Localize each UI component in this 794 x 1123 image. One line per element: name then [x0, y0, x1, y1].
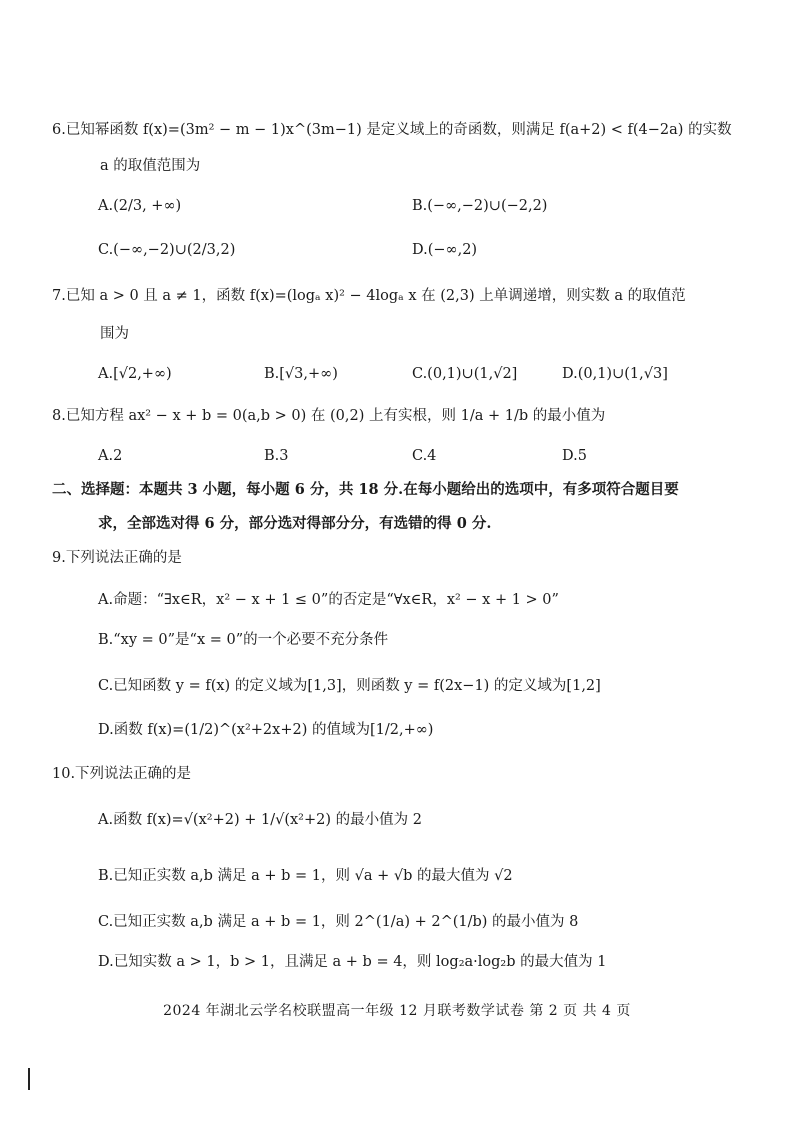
q8-stem: 8.已知方程 ax² − x + b = 0(a,b > 0) 在 (0,2) 上有实根，则 1/a + 1/b 的最小值为: [52, 408, 606, 424]
q9-stem: 9.下列说法正确的是: [52, 550, 182, 566]
q10-option-b: B.已知正实数 a,b 满足 a + b = 1，则 √a + √b 的最大值为 √2: [98, 868, 513, 884]
q9-option-a: A.命题：“∃x∈R，x² − x + 1 ≤ 0”的否定是“∀x∈R，x² − x + 1 > 0”: [98, 592, 559, 608]
page-footer: 2024 年湖北云学名校联盟高一年级 12 月联考数学试卷 第 2 页 共 4 页: [163, 1003, 631, 1019]
q6-option-d: D.(−∞,2): [412, 242, 478, 258]
section2-instructions-line1: 二、选择题：本题共 3 小题，每小题 6 分，共 18 分.在每小题给出的选项中，有多项符合题目要: [52, 481, 679, 498]
q6-option-c: C.(−∞,−2)∪(2/3,2): [98, 242, 236, 258]
q10-option-a: A.函数 f(x)=√(x²+2) + 1/√(x²+2) 的最小值为 2: [98, 812, 422, 828]
q8-option-b: B.3: [264, 448, 289, 464]
q6-option-b: B.(−∞,−2)∪(−2,2): [412, 198, 548, 214]
margin-mark: [28, 1068, 30, 1090]
q6-stem-line2: a 的取值范围为: [100, 158, 201, 174]
q10-option-c: C.已知正实数 a,b 满足 a + b = 1，则 2^(1/a) + 2^(1/b) 的最小值为 8: [98, 914, 579, 930]
q6-option-a: A.(2/3, +∞): [98, 198, 182, 214]
q8-option-c: C.4: [412, 448, 437, 464]
q7-option-c: C.(0,1)∪(1,√2]: [412, 366, 518, 382]
q9-option-c: C.已知函数 y = f(x) 的定义域为[1,3]，则函数 y = f(2x−1) 的定义域为[1,2]: [98, 678, 601, 694]
q7-option-d: D.(0,1)∪(1,√3]: [562, 366, 668, 382]
q8-option-a: A.2: [98, 448, 123, 464]
q7-option-a: A.[√2,+∞): [98, 366, 172, 382]
q7-option-b: B.[√3,+∞): [264, 366, 338, 382]
q6-stem-line1: 6.已知幂函数 f(x)=(3m² − m − 1)x^(3m−1) 是定义域上的奇函数，则满足 f(a+2) < f(4−2a) 的实数: [52, 122, 732, 138]
q10-stem: 10.下列说法正确的是: [52, 766, 192, 782]
q10-option-d: D.已知实数 a > 1，b > 1，且满足 a + b = 4，则 log₂a·log₂b 的最大值为 1: [98, 954, 607, 970]
q9-option-b: B.“xy = 0”是“x = 0”的一个必要不充分条件: [98, 632, 389, 648]
q7-stem-line1: 7.已知 a > 0 且 a ≠ 1，函数 f(x)=(logₐ x)² − 4logₐ x 在 (2,3) 上单调递增，则实数 a 的取值范: [52, 288, 686, 304]
section2-instructions-line2: 求，全部选对得 6 分，部分选对得部分分，有选错的得 0 分.: [98, 515, 492, 532]
q9-option-d: D.函数 f(x)=(1/2)^(x²+2x+2) 的值域为[1/2,+∞): [98, 722, 434, 738]
q8-option-d: D.5: [562, 448, 587, 464]
q7-stem-line2: 围为: [100, 326, 129, 342]
